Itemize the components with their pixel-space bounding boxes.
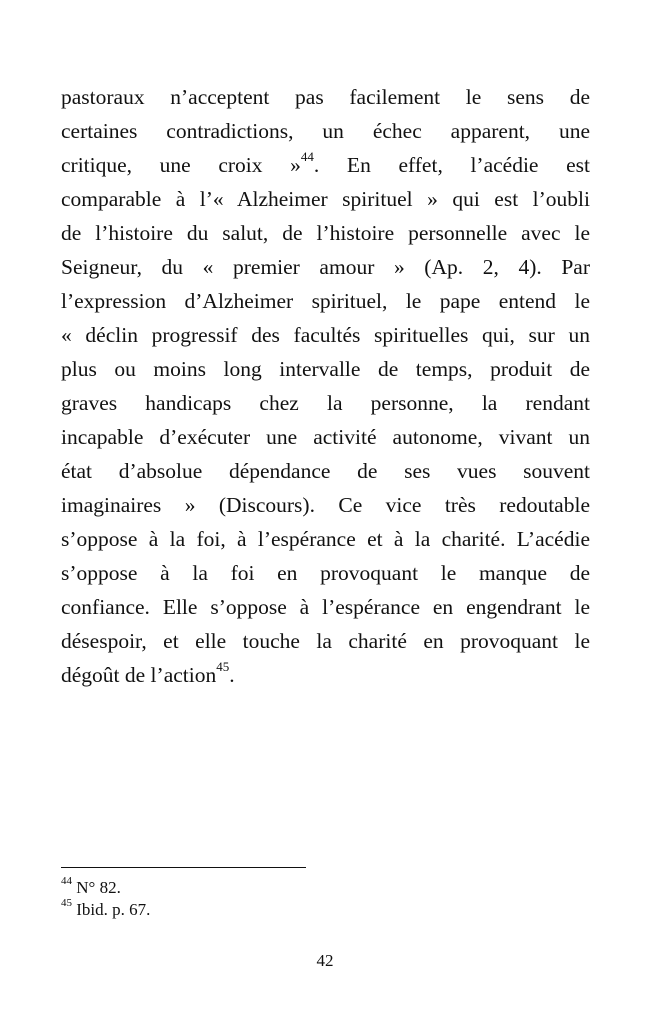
text-line: de l’histoire du salut, de l’histoire personnelle avec le xyxy=(61,221,590,245)
text-run: critique, une croix » xyxy=(61,153,301,177)
text-line: certaines contradictions, un échec apparent, une xyxy=(61,119,590,143)
text-line: s’oppose à la foi en provoquant le manque de xyxy=(61,561,590,585)
footnote-ref-45[interactable]: 45 xyxy=(216,658,230,674)
text-line: l’expression d’Alzheimer spirituel, le pape entend le xyxy=(61,289,590,313)
text-run: . En effet, l’acédie est xyxy=(313,153,590,177)
page-number: 42 xyxy=(316,951,334,970)
footnote-text: Ibid. p. 67. xyxy=(72,900,151,919)
text-line: Seigneur, du « premier amour » (Ap. 2, 4). Par xyxy=(61,255,590,279)
footnote-45 xyxy=(61,899,150,921)
footnote-44 xyxy=(61,877,121,899)
text-line: s’oppose à la foi, à l’espérance et à la charité. L’acédie xyxy=(61,527,590,551)
footnote-number: 45 xyxy=(61,897,72,910)
text-line: imaginaires » (Discours). Ce vice très redoutable xyxy=(61,493,590,517)
text-line: comparable à l’« Alzheimer spirituel » qui est l’oubli xyxy=(61,187,590,211)
text-line: incapable d’exécuter une activité autonome, vivant un xyxy=(61,425,590,449)
text-line: désespoir, et elle touche la charité en provoquant le xyxy=(61,629,590,653)
text-run: dégoût de l’action xyxy=(61,663,217,687)
footnote-separator xyxy=(61,867,306,868)
footnote-text: N° 82. xyxy=(72,878,121,897)
text-line: pastoraux n’acceptent pas facilement le sens de xyxy=(61,85,590,109)
text-line xyxy=(61,658,590,692)
text-line: état d’absolue dépendance de ses vues souvent xyxy=(61,459,590,483)
text-line xyxy=(61,148,590,182)
text-line: confiance. Elle s’oppose à l’espérance en engendrant le xyxy=(61,595,590,619)
text-line: graves handicaps chez la personne, la rendant xyxy=(61,391,590,415)
footnote-number: 44 xyxy=(61,875,72,888)
text-run: . xyxy=(229,663,235,687)
footnote-ref-44[interactable]: 44 xyxy=(300,148,314,164)
text-line: « déclin progressif des facultés spirituelles qui, sur un xyxy=(61,323,590,347)
text-line: plus ou moins long intervalle de temps, produit de xyxy=(61,357,590,381)
